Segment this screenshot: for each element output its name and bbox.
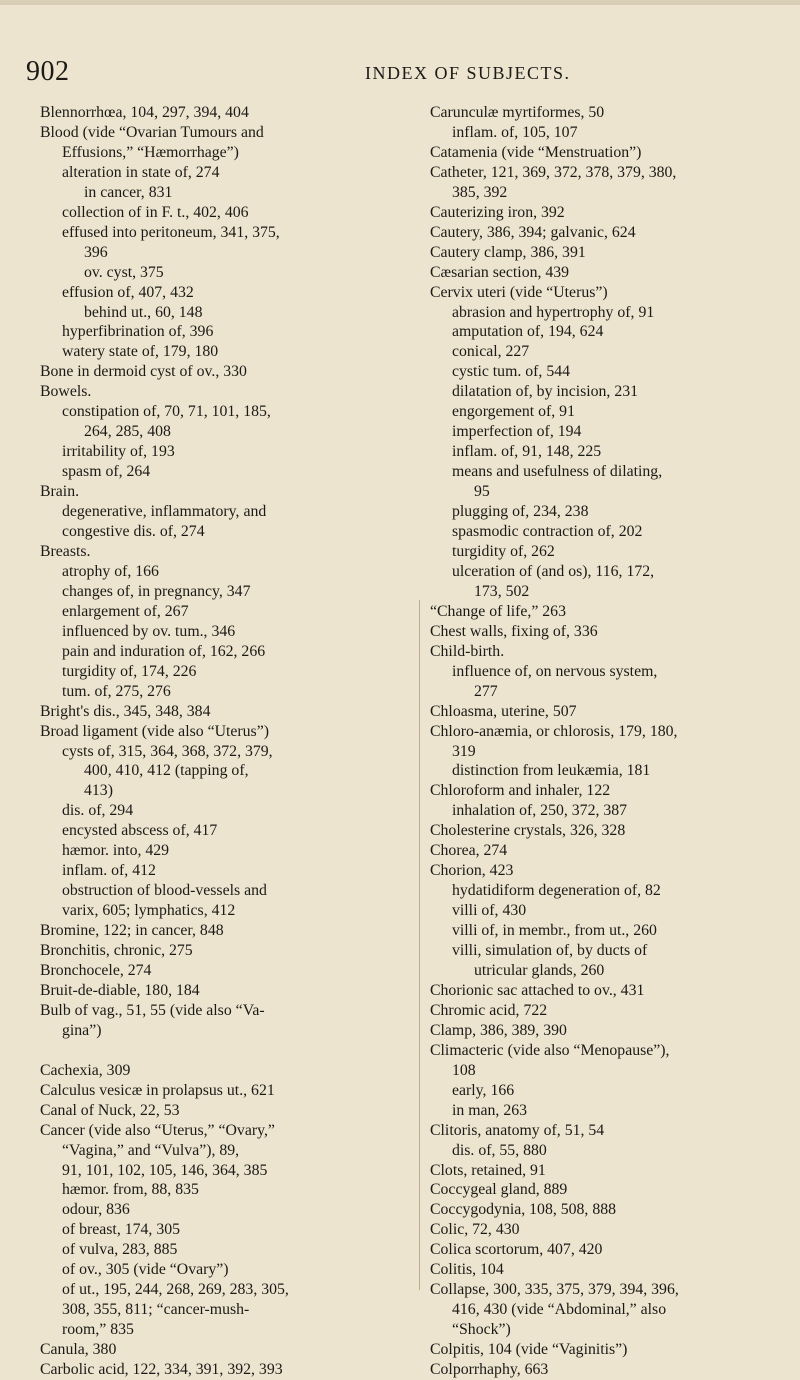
index-subentry: collection of in F. t., 402, 406 xyxy=(62,203,249,221)
index-entry: Bronchocele, 274 xyxy=(40,961,152,979)
index-subentry: atrophy of, 166 xyxy=(62,562,159,580)
index-entry: Colpitis, 104 (vide “Vaginitis”) xyxy=(430,1341,628,1359)
index-subentry: obstruction of blood-vessels and xyxy=(62,882,267,900)
index-subentry: room,” 835 xyxy=(62,1321,134,1339)
index-entry: Chloro-anæmia, or chlorosis, 179, 180, xyxy=(430,722,678,740)
index-subentry: encysted abscess of, 417 xyxy=(62,822,218,840)
index-subentry: distinction from leukæmia, 181 xyxy=(452,762,651,780)
section-spacer xyxy=(40,1041,408,1061)
index-subentry: varix, 605; lymphatics, 412 xyxy=(62,902,236,920)
index-entry: Child-birth. xyxy=(430,642,505,660)
index-subentry: influence of, on nervous system, xyxy=(452,662,658,680)
index-entry: Chorion, 423 xyxy=(430,862,514,880)
index-entry: Clots, retained, 91 xyxy=(430,1161,546,1179)
index-subentry: villi of, 430 xyxy=(452,902,527,920)
index-subentry: irritability of, 193 xyxy=(62,443,175,461)
index-subentry: spasm of, 264 xyxy=(62,463,151,481)
index-entry: Bronchitis, chronic, 275 xyxy=(40,942,193,960)
index-subentry: conical, 227 xyxy=(452,343,530,361)
index-subentry: pain and induration of, 162, 266 xyxy=(62,642,266,660)
index-subentry: “Shock”) xyxy=(452,1321,511,1339)
index-entry: Chloroform and inhaler, 122 xyxy=(430,782,611,800)
index-subentry: 277 xyxy=(474,682,498,700)
left-column xyxy=(40,103,408,1380)
index-entry: Cautery, 386, 394; galvanic, 624 xyxy=(430,223,636,241)
index-subentry: ulceration of (and os), 116, 172, xyxy=(452,562,655,580)
index-entry: Bruit-de-diable, 180, 184 xyxy=(40,981,200,999)
index-entry: Carunculæ myrtiformes, 50 xyxy=(430,104,605,121)
index-entry: Colica scortorum, 407, 420 xyxy=(430,1241,603,1259)
index-subentry: dis. of, 55, 880 xyxy=(452,1141,547,1159)
index-subentry: inflam. of, 412 xyxy=(62,862,156,880)
index-subentry: 385, 392 xyxy=(452,183,508,201)
index-subentry: engorgement of, 91 xyxy=(452,403,575,421)
index-entry: Chromic acid, 722 xyxy=(430,1001,548,1019)
index-subentry: 173, 502 xyxy=(474,582,530,600)
index-subentry: 108 xyxy=(452,1061,476,1079)
index-entry: Coccygeal gland, 889 xyxy=(430,1181,568,1199)
index-subentry: 95 xyxy=(474,483,490,501)
index-subentry: 308, 355, 811; “cancer-mush- xyxy=(62,1301,250,1319)
index-subentry: influenced by ov. tum., 346 xyxy=(62,622,236,640)
index-subentry: congestive dis. of, 274 xyxy=(62,523,205,541)
index-subentry: amputation of, 194, 624 xyxy=(452,323,604,341)
index-subentry: 413) xyxy=(84,782,113,800)
index-subentry: cystic tum. of, 544 xyxy=(452,363,571,381)
index-subentry: of ut., 195, 244, 268, 269, 283, 305, xyxy=(62,1281,289,1299)
index-subentry: inflam. of, 91, 148, 225 xyxy=(452,443,602,461)
index-entry: Canal of Nuck, 22, 53 xyxy=(40,1101,180,1119)
index-subentry: odour, 836 xyxy=(62,1201,130,1219)
index-entry: Catamenia (vide “Menstruation”) xyxy=(430,143,642,161)
top-edge xyxy=(0,0,800,5)
index-entry: Colitis, 104 xyxy=(430,1261,504,1279)
index-subentry: 319 xyxy=(452,742,476,760)
index-entry: Cautery clamp, 386, 391 xyxy=(430,243,586,261)
index-entry: Brain. xyxy=(40,483,80,501)
index-entry: Calculus vesicæ in prolapsus ut., 621 xyxy=(40,1081,275,1099)
index-entry: Bowels. xyxy=(40,383,92,401)
index-entry: Chloasma, uterine, 507 xyxy=(430,702,577,720)
index-subentry: 396 xyxy=(84,243,108,261)
index-subentry: abrasion and hypertrophy of, 91 xyxy=(452,303,655,321)
index-subentry: effused into peritoneum, 341, 375, xyxy=(62,223,280,241)
index-subentry: ov. cyst, 375 xyxy=(84,263,164,281)
index-subentry: in cancer, 831 xyxy=(84,183,173,201)
index-subentry: 264, 285, 408 xyxy=(84,423,171,441)
index-subentry: dis. of, 294 xyxy=(62,802,134,820)
index-entry: Bulb of vag., 51, 55 (vide also “Va- xyxy=(40,1001,265,1019)
running-title: INDEX OF SUBJECTS. xyxy=(365,63,571,83)
index-subentry: hyperfibrination of, 396 xyxy=(62,323,214,341)
index-subentry: utricular glands, 260 xyxy=(474,961,605,979)
index-subentry: cysts of, 315, 364, 368, 372, 379, xyxy=(62,742,273,760)
index-subentry: in man, 263 xyxy=(452,1101,528,1119)
right-column xyxy=(430,103,800,1380)
column-divider xyxy=(419,600,420,1290)
index-subentry: Effusions,” “Hæmorrhage”) xyxy=(62,143,239,161)
index-subentry: of vulva, 283, 885 xyxy=(62,1241,178,1259)
index-entry: Bright's dis., 345, 348, 384 xyxy=(40,702,211,720)
index-entry: Cancer (vide also “Uterus,” “Ovary,” xyxy=(40,1121,275,1139)
index-entry: Chorea, 274 xyxy=(430,842,508,860)
index-subentry: of breast, 174, 305 xyxy=(62,1221,181,1239)
index-entry: Clitoris, anatomy of, 51, 54 xyxy=(430,1121,605,1139)
index-subentry: behind ut., 60, 148 xyxy=(84,303,203,321)
index-entry: Bromine, 122; in cancer, 848 xyxy=(40,922,224,940)
index-subentry: 400, 410, 412 (tapping of, xyxy=(84,762,249,780)
index-subentry: inflam. of, 105, 107 xyxy=(452,123,578,141)
index-subentry: villi of, in membr., from ut., 260 xyxy=(452,922,657,940)
index-entry: Colic, 72, 430 xyxy=(430,1221,520,1239)
index-subentry: hæmor. from, 88, 835 xyxy=(62,1181,199,1199)
index-subentry: gina”) xyxy=(62,1021,102,1039)
index-entry: Cauterizing iron, 392 xyxy=(430,203,565,221)
index-entry: Blood (vide “Ovarian Tumours and xyxy=(40,123,264,141)
index-subentry: spasmodic contraction of, 202 xyxy=(452,523,643,541)
index-subentry: changes of, in pregnancy, 347 xyxy=(62,582,251,600)
index-entry: Cholesterine crystals, 326, 328 xyxy=(430,822,626,840)
index-entry: Breasts. xyxy=(40,542,91,560)
index-subentry: imperfection of, 194 xyxy=(452,423,582,441)
index-entry: Climacteric (vide also “Menopause”), xyxy=(430,1041,670,1059)
index-entry: Clamp, 386, 389, 390 xyxy=(430,1021,567,1039)
index-subentry: turgidity of, 262 xyxy=(452,542,555,560)
index-subentry: 416, 430 (vide “Abdominal,” also xyxy=(452,1301,667,1319)
index-subentry: degenerative, inflammatory, and xyxy=(62,503,267,521)
index-subentry: “Vagina,” and “Vulva”), 89, xyxy=(62,1141,240,1159)
index-entry: Cæsarian section, 439 xyxy=(430,263,570,281)
index-subentry: watery state of, 179, 180 xyxy=(62,343,219,361)
index-entry: Cachexia, 309 xyxy=(40,1061,131,1079)
index-subentry: enlargement of, 267 xyxy=(62,602,189,620)
index-entry: Broad ligament (vide also “Uterus”) xyxy=(40,722,269,740)
index-subentry: turgidity of, 174, 226 xyxy=(62,662,197,680)
index-subentry: 91, 101, 102, 105, 146, 364, 385 xyxy=(62,1161,268,1179)
index-entry: Carbolic acid, 122, 334, 391, 392, 393 xyxy=(40,1361,283,1379)
index-subentry: inhalation of, 250, 372, 387 xyxy=(452,802,628,820)
index-entry: Chest walls, fixing of, 336 xyxy=(430,622,598,640)
index-subentry: tum. of, 275, 276 xyxy=(62,682,171,700)
index-entry: Bone in dermoid cyst of ov., 330 xyxy=(40,363,247,381)
index-entry: Colporrhaphy, 663 xyxy=(430,1361,549,1379)
index-subentry: dilatation of, by incision, 231 xyxy=(452,383,639,401)
index-subentry: of ov., 305 (vide “Ovary”) xyxy=(62,1261,229,1279)
index-entry: Collapse, 300, 335, 375, 379, 394, 396, xyxy=(430,1281,679,1299)
index-entry: Catheter, 121, 369, 372, 378, 379, 380, xyxy=(430,163,677,181)
index-subentry: constipation of, 70, 71, 101, 185, xyxy=(62,403,271,421)
index-subentry: alteration in state of, 274 xyxy=(62,163,220,181)
index-subentry: villi, simulation of, by ducts of xyxy=(452,942,648,960)
index-entry: Coccygodynia, 108, 508, 888 xyxy=(430,1201,617,1219)
index-entry: Blennorrhœa, 104, 297, 394, 404 xyxy=(40,104,249,121)
index-entry: Chorionic sac attached to ov., 431 xyxy=(430,981,645,999)
index-subentry: means and usefulness of dilating, xyxy=(452,463,663,481)
index-subentry: hæmor. into, 429 xyxy=(62,842,170,860)
page-number: 902 xyxy=(26,56,70,87)
index-entry: Canula, 380 xyxy=(40,1341,117,1359)
index-subentry: effusion of, 407, 432 xyxy=(62,283,194,301)
index-entry: Cervix uteri (vide “Uterus”) xyxy=(430,283,608,301)
index-entry: “Change of life,” 263 xyxy=(430,602,566,620)
index-subentry: early, 166 xyxy=(452,1081,515,1099)
index-subentry: plugging of, 234, 238 xyxy=(452,503,589,521)
index-subentry: hydatidiform degeneration of, 82 xyxy=(452,882,661,900)
